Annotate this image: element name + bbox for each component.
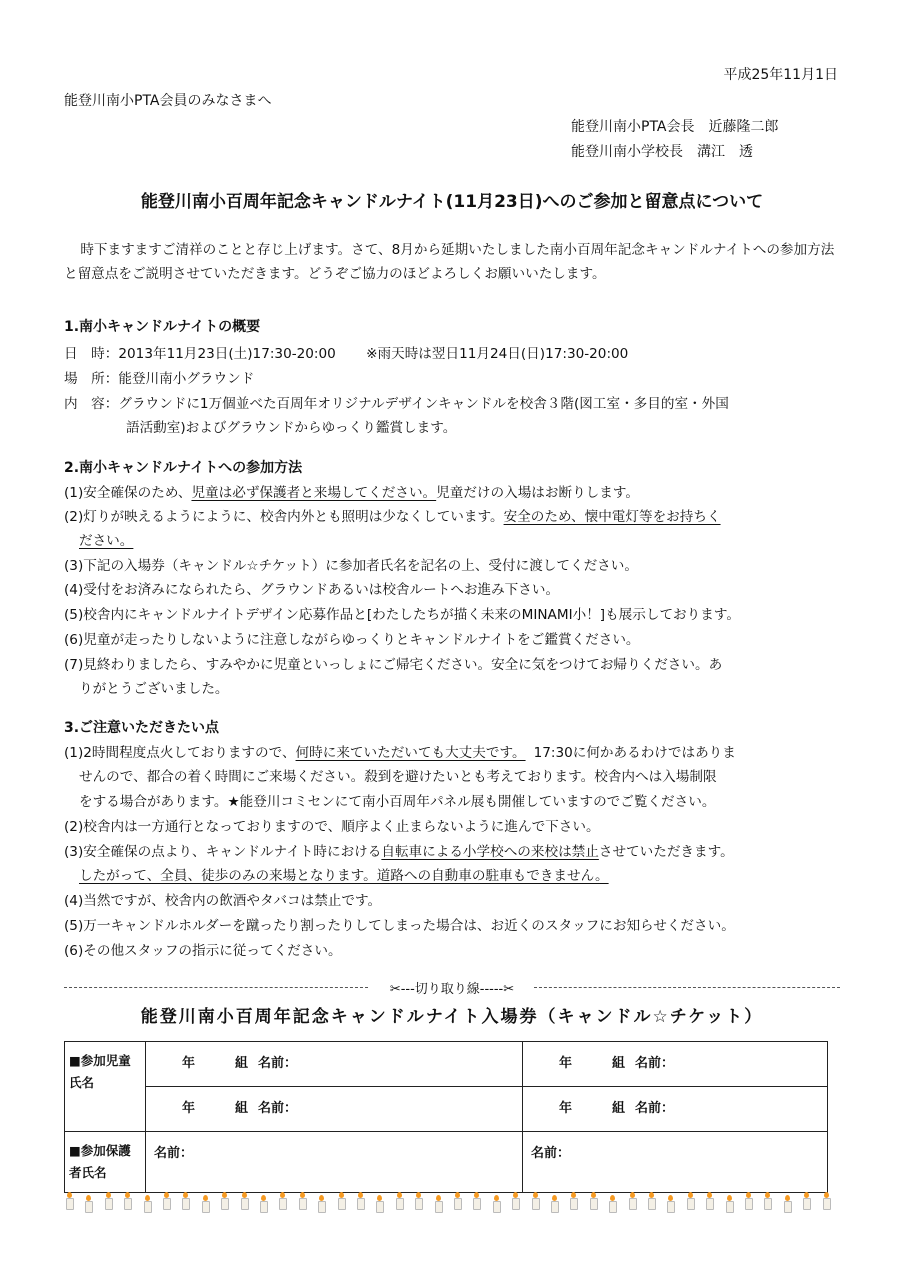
- class-label: 組: [612, 1101, 626, 1116]
- section2-item-7-cont: りがとうございました。: [79, 681, 229, 697]
- candle-icon: [512, 1198, 520, 1210]
- flame-icon: [610, 1195, 615, 1201]
- ticket-form: [64, 1041, 828, 1193]
- flame-icon: [300, 1192, 305, 1198]
- ticket-title: 能登川南小百周年記念キャンドルナイト入場券（キャンドル☆チケット）: [140, 1007, 764, 1027]
- candle-icon: [144, 1201, 152, 1213]
- section1-heading: 1.南小キャンドルナイトの概要: [64, 319, 261, 335]
- place-value: 能登川南小グラウンド: [118, 371, 255, 387]
- flame-icon: [164, 1192, 169, 1198]
- candle-icon: [706, 1198, 714, 1210]
- section2-item-2-cont: [79, 529, 133, 549]
- section3-item-6: (6)その他スタッフの指示に従ってください。: [64, 943, 342, 959]
- flame-icon: [804, 1192, 809, 1198]
- flame-icon: [67, 1192, 72, 1198]
- flame-icon: [707, 1192, 712, 1198]
- candle-icon: [299, 1198, 307, 1210]
- item-text: (1)安全確保のため、: [64, 485, 192, 501]
- item-text: させていただきます。: [598, 844, 734, 860]
- name-label: 名前：: [154, 1146, 194, 1161]
- name-label: 名前：: [258, 1056, 298, 1071]
- item-text: (1)2時間程度点火しておりますので、: [64, 745, 296, 761]
- candle-decoration-row: [64, 1190, 840, 1214]
- cut-line: [64, 980, 840, 997]
- rain-note: ※雨天時は翌日11月24日(日)17:30-20:00: [366, 346, 629, 362]
- class-label: 組: [235, 1056, 249, 1071]
- item-text: (2)灯りが映えるようにように、校舎内外とも照明は少なくしています。: [64, 509, 504, 525]
- candle-icon: [784, 1201, 792, 1213]
- candle-icon: [435, 1201, 443, 1213]
- candle-icon: [260, 1201, 268, 1213]
- candle-icon: [124, 1198, 132, 1210]
- flame-icon: [785, 1195, 790, 1201]
- section3-item-3-cont: [79, 864, 609, 884]
- candle-icon: [376, 1201, 384, 1213]
- flame-icon: [261, 1195, 266, 1201]
- section3-item-2: (2)校舎内は一方通行となっておりますので、順序よく止まらないように進んで下さい。: [64, 819, 600, 835]
- section3-item-1-cont2: をする場合があります。★能登川コミセンにて南小百周年パネル展も開催していますのでご覧ください。: [79, 794, 716, 810]
- flame-icon: [436, 1195, 441, 1201]
- flame-icon: [86, 1195, 91, 1201]
- flame-icon: [494, 1195, 499, 1201]
- item-text: (3)安全確保の点より、キャンドルナイト時における: [64, 844, 382, 860]
- date-label: 日 時：: [64, 346, 119, 362]
- place-label: 場 所：: [64, 371, 119, 387]
- flame-icon: [668, 1195, 673, 1201]
- candle-icon: [182, 1198, 190, 1210]
- candle-icon: [66, 1198, 74, 1210]
- flame-icon: [319, 1195, 324, 1201]
- flame-icon: [630, 1192, 635, 1198]
- intro-paragraph: 時下ますますご清祥のことと存じ上げます。さて、8月から延期いたしました南小百周年記念キャンドルナイトへの参加方法と留意点をご説明させていただきます。どうぞご協力のほどよろしくお願いいたします。: [64, 242, 835, 282]
- flame-icon: [533, 1192, 538, 1198]
- flame-icon: [222, 1192, 227, 1198]
- child-label: ■参加児童氏名: [65, 1042, 146, 1132]
- item-text: 17:30に何かあるわけではありま: [533, 745, 736, 761]
- flame-icon: [824, 1192, 829, 1198]
- section2-item-4: (4)受付をお済みになられたら、グラウンドあるいは校舎ルートへお進み下さい。: [64, 582, 560, 598]
- candle-icon: [532, 1198, 540, 1210]
- candle-icon: [803, 1198, 811, 1210]
- candle-icon: [415, 1198, 423, 1210]
- section2-item-5: (5)校舎内にキャンドルナイトデザイン応募作品と[わたしたちが描く未来のMINAMI小！]も展示しております。: [64, 607, 740, 623]
- section2-item-6: (6)児童が走ったりしないように注意しながらゆっくりとキャンドルナイトをご鑑賞ください。: [64, 632, 640, 648]
- item-underlined-text: 何時に来ていただいても大丈夫です。: [295, 745, 526, 761]
- candle-icon: [570, 1198, 578, 1210]
- section2-item-1: [64, 481, 639, 501]
- candle-icon: [338, 1198, 346, 1210]
- year-label: 年: [559, 1056, 573, 1071]
- flame-icon: [591, 1192, 596, 1198]
- flame-icon: [183, 1192, 188, 1198]
- candle-icon: [764, 1198, 772, 1210]
- flame-icon: [688, 1192, 693, 1198]
- content-label: 内 容：: [64, 396, 119, 412]
- flame-icon: [765, 1192, 770, 1198]
- candle-icon: [318, 1201, 326, 1213]
- candle-icon: [105, 1198, 113, 1210]
- child-name-field-4[interactable]: [523, 1087, 828, 1132]
- flame-icon: [377, 1195, 382, 1201]
- name-label: 名前：: [531, 1146, 571, 1161]
- class-label: 組: [612, 1056, 626, 1071]
- sender-principal: 能登川南小学校長 溝江 透: [571, 144, 753, 160]
- flame-icon: [571, 1192, 576, 1198]
- guardian-name-field-2[interactable]: [523, 1132, 828, 1193]
- candle-icon: [221, 1198, 229, 1210]
- candle-icon: [667, 1201, 675, 1213]
- section2-heading: 2.南小キャンドルナイトへの参加方法: [64, 460, 303, 476]
- flame-icon: [474, 1192, 479, 1198]
- year-label: 年: [182, 1101, 196, 1116]
- candle-icon: [241, 1198, 249, 1210]
- content-line2: 語活動室)およびグラウンドからゆっくり鑑賞します。: [126, 420, 457, 436]
- flame-icon: [358, 1192, 363, 1198]
- section2-item-2: [64, 505, 721, 525]
- document-title: 能登川南小百周年記念キャンドルナイト(11月23日)へのご参加と留意点について: [140, 192, 764, 212]
- child-name-field-2[interactable]: [523, 1042, 828, 1087]
- flame-icon: [513, 1192, 518, 1198]
- section3-item-3: [64, 840, 734, 860]
- candle-icon: [396, 1198, 404, 1210]
- flame-icon: [203, 1195, 208, 1201]
- section2-item-3: (3)下記の入場券（キャンドル☆チケット）に参加者氏名を記名の上、受付に渡してください。: [64, 558, 638, 574]
- cut-line-label: ✂---切り取り線-----✂: [389, 982, 515, 997]
- item-underlined-text: 自転車による小学校への来校は禁止: [381, 844, 599, 860]
- document-date: 平成25年11月1日: [723, 67, 838, 83]
- candle-icon: [629, 1198, 637, 1210]
- flame-icon: [727, 1195, 732, 1201]
- item-underlined-text: したがって、全員、徒歩のみの来場となります。道路への自動車の駐車もできません。: [79, 868, 609, 884]
- year-label: 年: [559, 1101, 573, 1116]
- flame-icon: [649, 1192, 654, 1198]
- addressee: 能登川南小PTA会員のみなさまへ: [64, 93, 272, 109]
- candle-icon: [493, 1201, 501, 1213]
- name-label: 名前：: [635, 1101, 675, 1116]
- flame-icon: [397, 1192, 402, 1198]
- item-text: 児童だけの入場はお断りします。: [436, 485, 639, 501]
- flame-icon: [145, 1195, 150, 1201]
- flame-icon: [416, 1192, 421, 1198]
- candle-icon: [202, 1201, 210, 1213]
- section3-item-1-cont: せんので、都合の着く時間にご来場ください。殺到を避けたいとも考えております。校舎内へは入場制限: [79, 769, 717, 785]
- candle-icon: [279, 1198, 287, 1210]
- candle-icon: [473, 1198, 481, 1210]
- name-label: 名前：: [635, 1056, 675, 1071]
- flame-icon: [552, 1195, 557, 1201]
- flame-icon: [106, 1192, 111, 1198]
- section3-item-5: (5)万一キャンドルホルダーを蹴ったり割ったりしてしまった場合は、お近くのスタッフにお知らせください。: [64, 918, 735, 934]
- year-label: 年: [182, 1056, 196, 1071]
- section3-heading: 3.ご注意いただきたい点: [64, 720, 220, 736]
- class-label: 組: [235, 1101, 249, 1116]
- section3-item-4: (4)当然ですが、校舎内の飲酒やタバコは禁止です。: [64, 893, 382, 909]
- candle-icon: [590, 1198, 598, 1210]
- event-date-row: [64, 342, 628, 362]
- guardian-label: ■参加保護者氏名: [65, 1132, 146, 1193]
- event-content-row: [64, 392, 729, 412]
- sender-pta-president: 能登川南小PTA会長 近藤隆二郎: [571, 119, 779, 135]
- flame-icon: [746, 1192, 751, 1198]
- flame-icon: [455, 1192, 460, 1198]
- flame-icon: [339, 1192, 344, 1198]
- flame-icon: [280, 1192, 285, 1198]
- child-name-field-3[interactable]: [146, 1087, 523, 1132]
- candle-icon: [551, 1201, 559, 1213]
- guardian-name-field-1[interactable]: [146, 1132, 523, 1193]
- candle-icon: [357, 1198, 365, 1210]
- candle-icon: [745, 1198, 753, 1210]
- flame-icon: [125, 1192, 130, 1198]
- event-place-row: [64, 367, 254, 387]
- section2-item-7: (7)見終わりましたら、すみやかに児童といっしょにご帰宅ください。安全に気をつけてお帰りください。あ: [64, 657, 723, 673]
- candle-icon: [85, 1201, 93, 1213]
- item-underlined-text: ださい。: [79, 533, 134, 549]
- candle-icon: [609, 1201, 617, 1213]
- candle-icon: [823, 1198, 831, 1210]
- content-line1: グラウンドに1万個並べた百周年オリジナルデザインキャンドルを校舎３階(図工室・多目的室・外国: [118, 396, 729, 412]
- name-label: 名前：: [258, 1101, 298, 1116]
- candle-icon: [687, 1198, 695, 1210]
- item-underlined-text: 安全のため、懐中電灯等をお持ちく: [503, 509, 721, 525]
- candle-icon: [726, 1201, 734, 1213]
- item-underlined-text: 児童は必ず保護者と来場してください。: [191, 485, 437, 501]
- flame-icon: [242, 1192, 247, 1198]
- candle-icon: [648, 1198, 656, 1210]
- date-value: 2013年11月23日(土)17:30-20:00: [118, 346, 336, 362]
- candle-icon: [454, 1198, 462, 1210]
- child-name-field-1[interactable]: [146, 1042, 523, 1087]
- section3-item-1: [64, 741, 736, 761]
- candle-icon: [163, 1198, 171, 1210]
